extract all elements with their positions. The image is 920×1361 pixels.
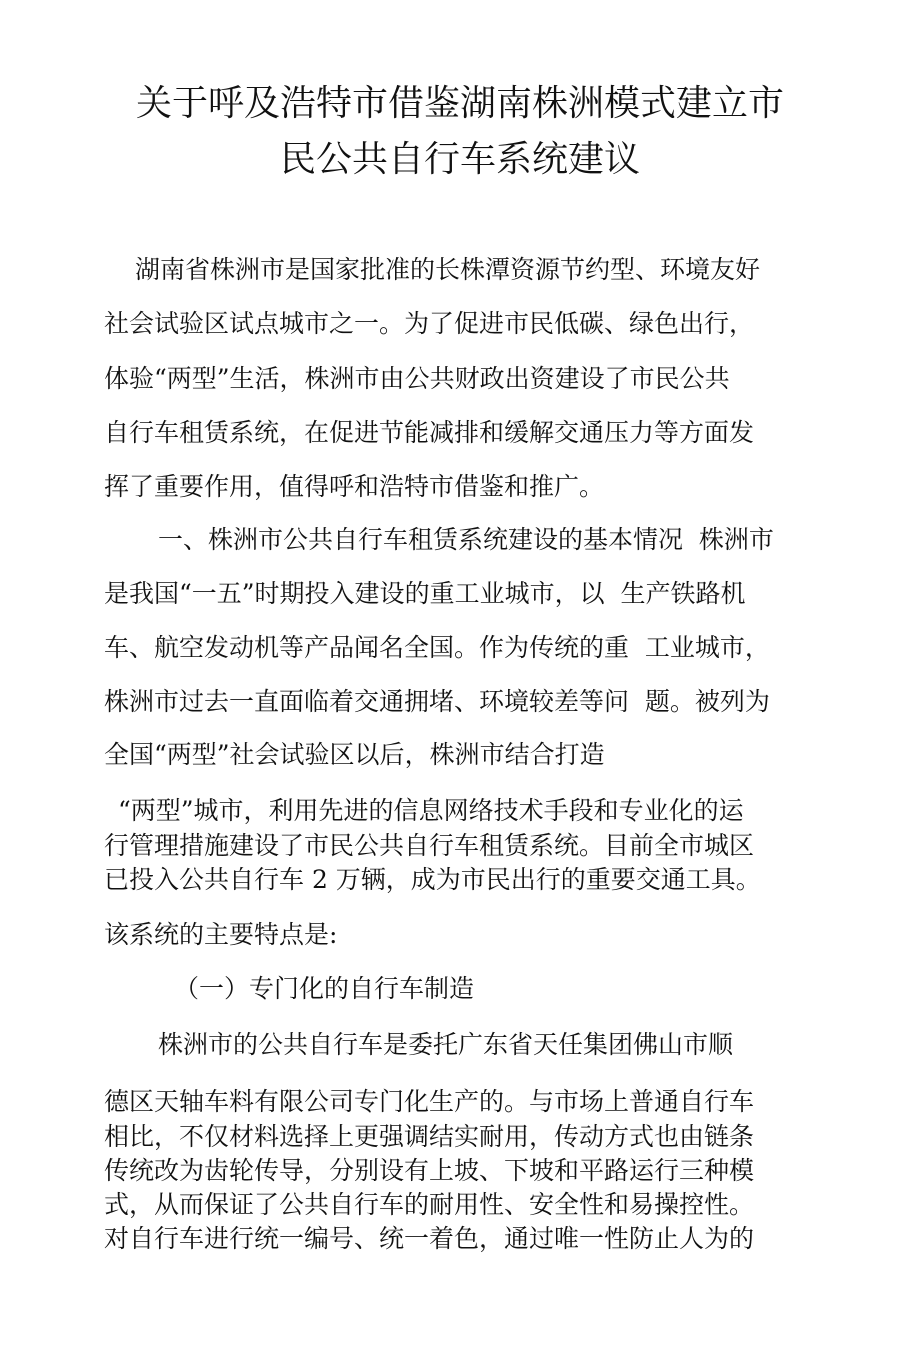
body-line-11: “两型”城市，利用先进的信息网络技术手段和专业化的运: [118, 796, 744, 825]
body-line-14: 该系统的主要特点是:: [104, 920, 338, 949]
document-title-line-1: 关于呼及浩特市借鉴湖南株洲模式建立市: [135, 83, 784, 124]
body-line-18: 相比，不仅材料选择上更强调结实耐用，传动方式也由链条: [104, 1122, 755, 1151]
body-line-21: 对自行车进行统一编号、统一着色，通过唯一性防止人为的: [104, 1224, 755, 1253]
body-line-2: 社会试验区试点城市之一。为了促进市民低碳、绿色出行，: [104, 309, 755, 338]
body-line-16: 株洲市的公共自行车是委托广东省天任集团佛山市顺: [158, 1030, 734, 1059]
body-line-4: 自行车租赁系统，在促进节能减排和缓解交通压力等方面发: [104, 418, 755, 447]
body-line-17: 德区天轴车料有限公司专门化生产的。与市场上普通自行车: [104, 1087, 755, 1116]
body-line-7: 是我国“一五”时期投入建设的重工业城市，以 生产铁路机: [104, 579, 746, 608]
body-line-12: 行管理措施建设了市民公共自行车租赁系统。目前全市城区: [104, 831, 755, 860]
body-line-19: 传统改为齿轮传导，分别设有上坡、下坡和平路运行三种模: [104, 1156, 755, 1185]
section-heading-1: （一）专门化的自行车制造: [174, 974, 475, 1003]
document-title-line-2: 民公共自行车系统建议: [279, 139, 640, 180]
body-line-1: 湖南省株洲市是国家批准的长株潭资源节约型、环境友好: [135, 255, 761, 284]
body-line-8: 车、航空发动机等产品闻名全国。作为传统的重 工业城市，: [104, 633, 770, 662]
body-line-20: 式，从而保证了公共自行车的耐用性、安全性和易操控性。: [104, 1190, 755, 1219]
body-line-10: 全国“两型”社会试验区以后，株洲市结合打造: [104, 740, 605, 769]
body-line-3: 体验“两型”生活，株洲市由公共财政出资建设了市民公共: [104, 364, 730, 393]
body-line-6: 一、株洲市公共自行车租赁系统建设的基本情况 株洲市: [158, 525, 774, 554]
body-line-9: 株洲市过去一直面临着交通拥堵、环境较差等问 题。被列为: [104, 687, 770, 716]
body-line-13: 已投入公共自行车 2 万辆，成为市民出行的重要交通工具。: [104, 865, 761, 894]
body-line-5: 挥了重要作用，值得呼和浩特市借鉴和推广。: [104, 472, 605, 501]
